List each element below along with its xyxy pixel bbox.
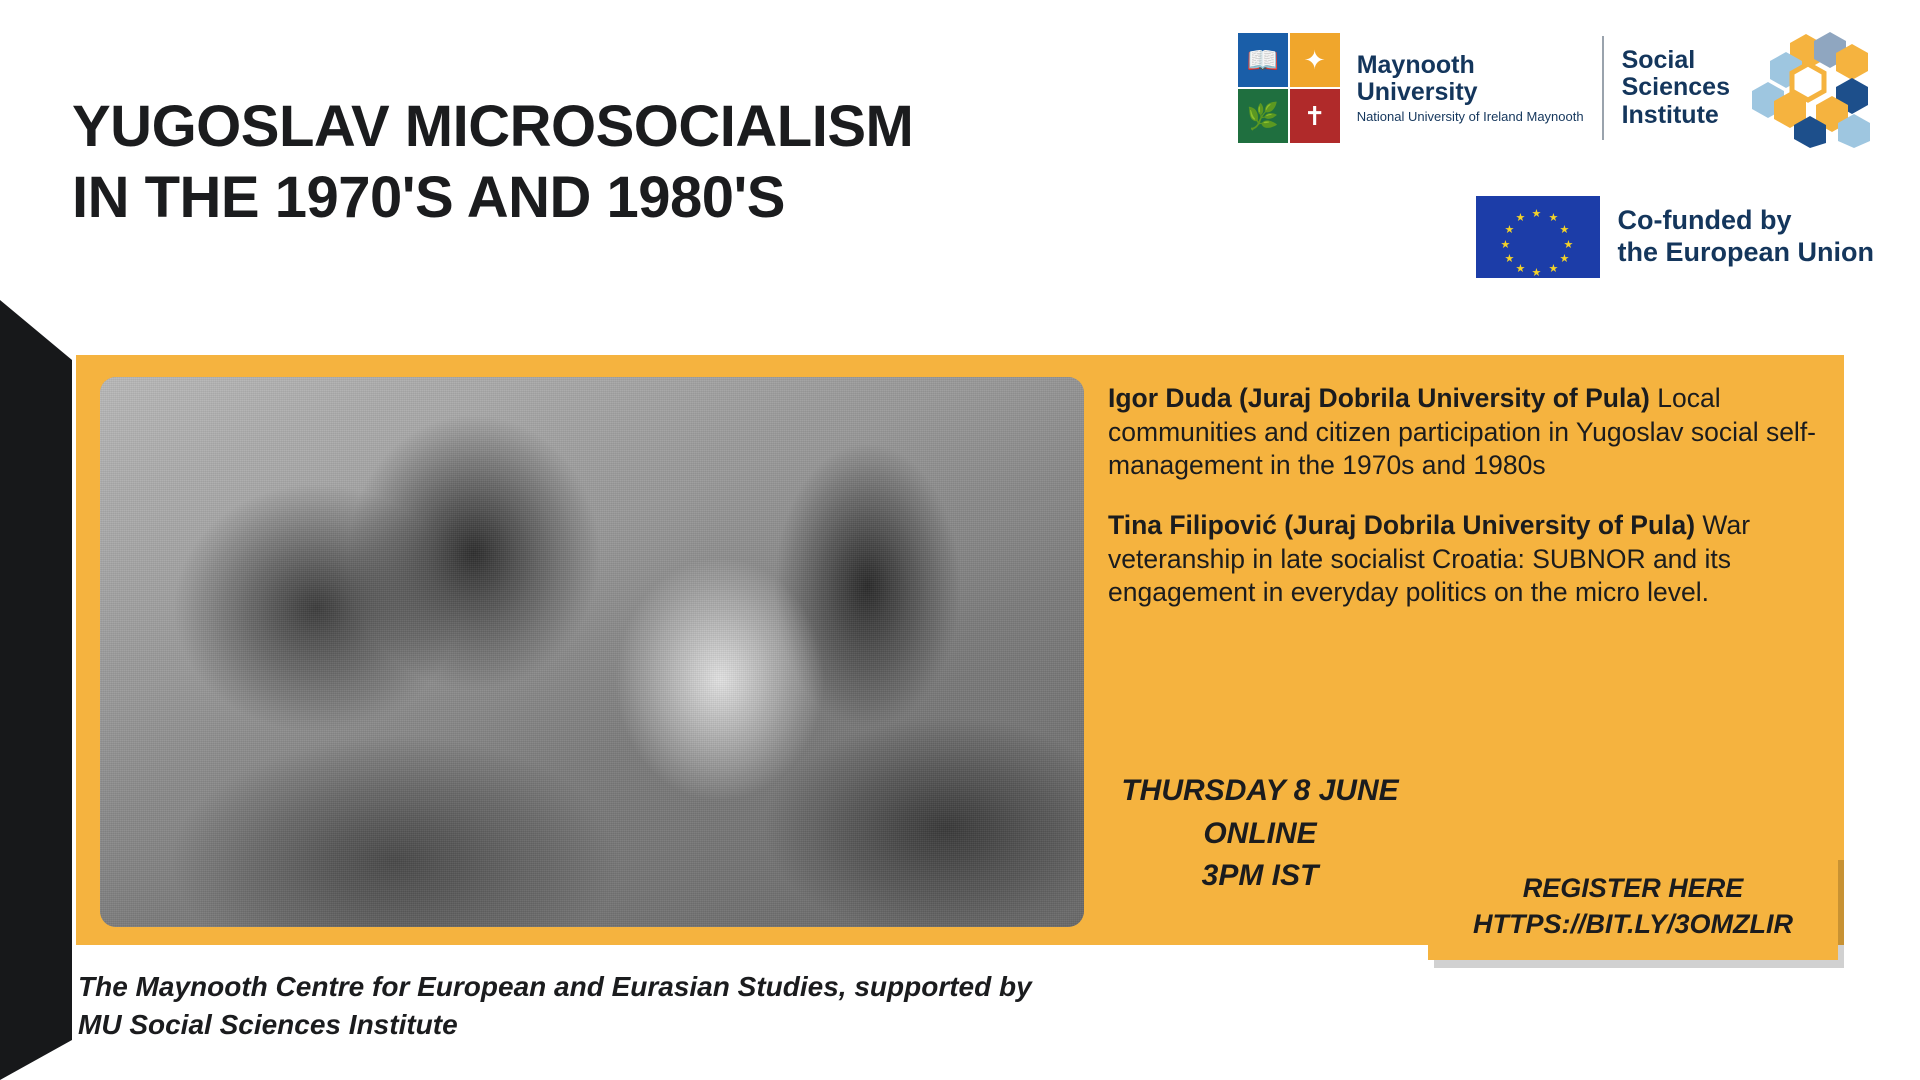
logo-divider [1602,36,1604,140]
eu-funding-text [1618,205,1875,269]
register-label: REGISTER HERE [1522,872,1744,903]
event-photo [100,377,1084,927]
register-button[interactable] [1428,852,1838,960]
title-line-1: YUGOSLAV MICROSOCIALISM [72,94,914,159]
maynooth-subtitle: National University of Ireland Maynooth [1356,108,1584,124]
ssi-line-3: Institute [1621,100,1719,129]
speaker-2-talk: War veteranship in late socialist Croatia: SUBNOR and its engagement in everyday politics on the micro level. [1108,509,1751,608]
european-union-flag-icon: ★ ★ ★ ★ ★ ★ ★ ★ ★ ★ ★ ★ [1476,196,1600,278]
maynooth-wordmark [1357,52,1584,125]
page-title [72,92,1272,234]
cross-icon: ✝ [1289,88,1341,144]
register-url[interactable]: HTTPS://BIT.LY/3OMZLIR [1473,909,1793,939]
ssi-wordmark [1622,47,1730,130]
ssi-line-2: Sciences [1621,73,1730,102]
eu-line-1: Co-funded by [1617,205,1792,236]
maynooth-university-logo [1235,30,1730,146]
speakers-list [1108,382,1826,636]
logo-row [1235,30,1874,148]
footer-line-2: MU Social Sciences Institute [78,1009,458,1041]
speaker-2-name: Tina Filipović (Juraj Dobrila University of Pula) [1108,509,1696,540]
event-date: THURSDAY 8 JUNE [1121,774,1399,807]
speaker-entry-1 [1108,382,1826,483]
star-icon: ✦ [1289,32,1341,88]
hexagon-cluster-icon [1746,30,1874,148]
title-line-2: IN THE 1970'S AND 1980'S [72,164,785,230]
eu-line-2: the European Union [1617,237,1874,267]
maynooth-line-1: Maynooth [1356,50,1475,79]
event-time: 3PM IST [1201,859,1319,893]
maynooth-line-2: University [1356,77,1478,106]
footer-credits [78,968,1478,1044]
fern-icon: 🌿 [1237,88,1289,144]
footer-line-1: The Maynooth Centre for European and Eurasian Studies, supported by [78,971,1032,1002]
event-mode: ONLINE [1203,816,1317,850]
speaker-1-name: Igor Duda (Juraj Dobrila University of Pula) [1108,383,1650,413]
maynooth-crest-icon [1235,30,1343,146]
ssi-line-1: Social [1621,45,1696,74]
speaker-1-talk: Local communities and citizen participation in Yugoslav social self-management in the 1970s and 1980s [1108,383,1817,481]
decorative-wedge [0,300,80,1080]
speaker-entry-2 [1108,509,1826,610]
book-icon: 📖 [1237,32,1289,88]
event-details [1090,770,1430,898]
eu-funding-logo [1476,196,1875,278]
